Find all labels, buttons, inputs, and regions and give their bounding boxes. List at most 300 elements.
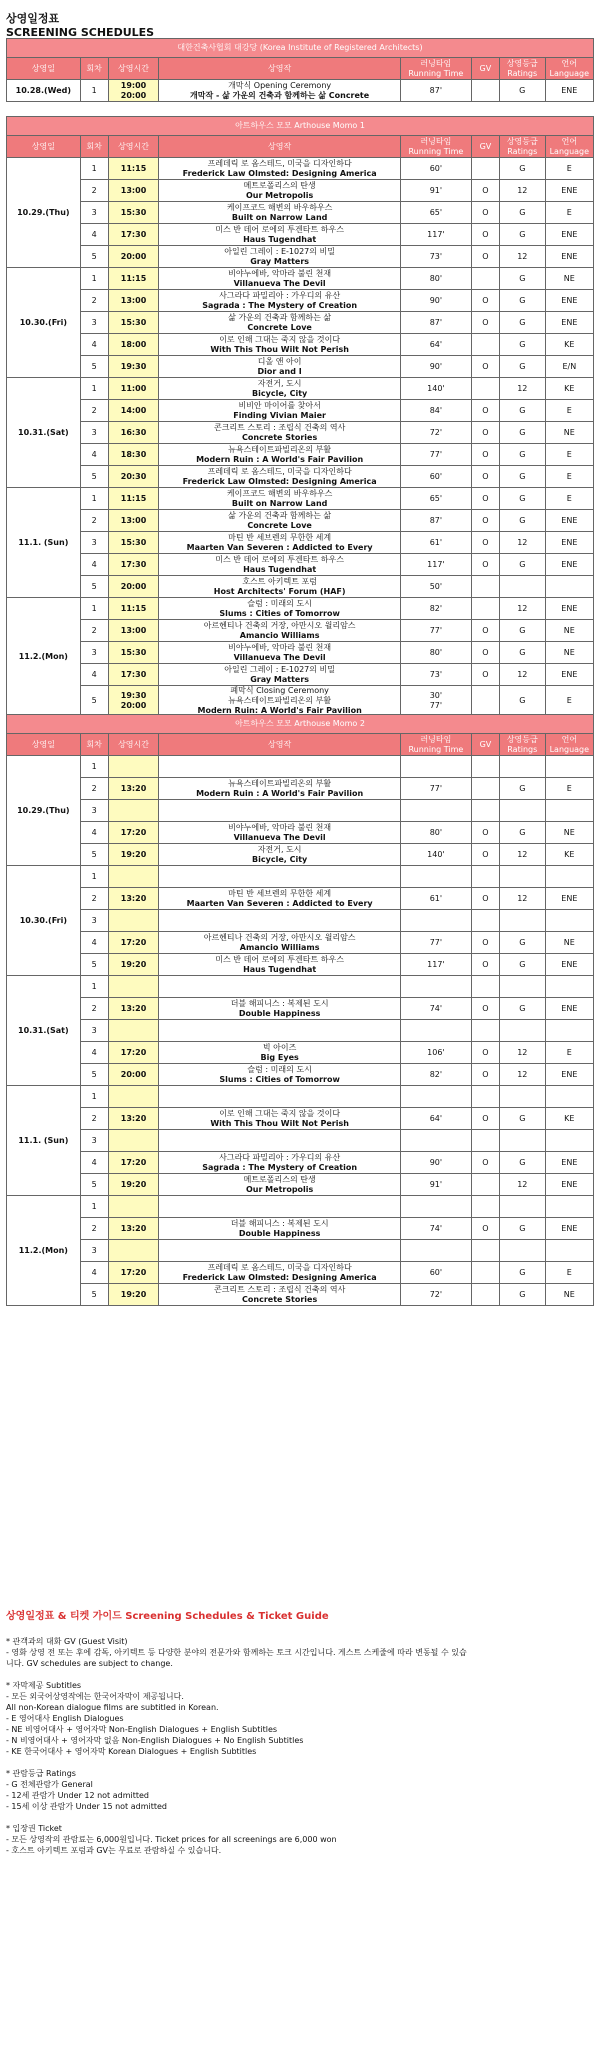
language: NE bbox=[545, 1284, 593, 1306]
rating: G bbox=[499, 290, 545, 312]
page-title-korean: 상영일정표 bbox=[6, 12, 60, 25]
language bbox=[545, 866, 593, 888]
time-value: 20:00 bbox=[120, 1069, 147, 1079]
running-time-value: 61' bbox=[429, 537, 443, 547]
venue-name: 아트하우스 모모 Arthouse Momo 1 bbox=[7, 117, 594, 136]
gv-marker: O bbox=[471, 1064, 499, 1086]
column-header bbox=[545, 734, 593, 756]
session-number: 1 bbox=[80, 598, 108, 620]
session-number: 4 bbox=[80, 822, 108, 844]
language: ENE bbox=[545, 246, 593, 268]
film-title bbox=[159, 334, 400, 356]
table-row bbox=[7, 664, 594, 686]
time-value: 20:00 bbox=[120, 701, 147, 710]
screening-date: 11.2.(Mon) bbox=[7, 1196, 81, 1306]
column-header-label: 회차 bbox=[86, 63, 102, 73]
column-header bbox=[545, 136, 593, 158]
gv-marker: O bbox=[471, 888, 499, 910]
column-header-label: 언어 bbox=[561, 734, 578, 744]
session-number: 5 bbox=[80, 1064, 108, 1086]
column-header bbox=[400, 136, 471, 158]
session-number: 2 bbox=[80, 400, 108, 422]
running-time-value: 87' bbox=[429, 85, 443, 95]
table-row bbox=[7, 1064, 594, 1086]
language: NE bbox=[545, 422, 593, 444]
column-header bbox=[400, 58, 471, 80]
running-time-value: 82' bbox=[429, 603, 443, 613]
film-title-korean: 호스트 아키텍트 포럼 bbox=[242, 576, 317, 586]
gv-marker bbox=[471, 1174, 499, 1196]
session-number: 4 bbox=[80, 1152, 108, 1174]
film-title bbox=[159, 756, 400, 778]
gv-marker: O bbox=[471, 620, 499, 642]
screening-time bbox=[108, 1196, 159, 1218]
gv-marker bbox=[471, 910, 499, 932]
session-number: 3 bbox=[80, 312, 108, 334]
film-title-english: Our Metropolis bbox=[245, 190, 314, 200]
guide-gap bbox=[6, 1757, 594, 1768]
language: ENE bbox=[545, 80, 593, 102]
screening-time bbox=[108, 954, 159, 976]
schedule-table bbox=[6, 116, 594, 717]
gv-marker: O bbox=[471, 224, 499, 246]
gv-marker bbox=[471, 1020, 499, 1042]
time-value: 17:30 bbox=[120, 669, 147, 679]
language: NE bbox=[545, 822, 593, 844]
running-time bbox=[400, 510, 471, 532]
film-title-english: Built on Narrow Land bbox=[231, 498, 328, 508]
film-title bbox=[159, 932, 400, 954]
gv-marker: O bbox=[471, 290, 499, 312]
guide-gap bbox=[6, 1669, 594, 1680]
table-row bbox=[7, 1152, 594, 1174]
session-number: 4 bbox=[80, 1042, 108, 1064]
column-header bbox=[159, 734, 400, 756]
screening-time bbox=[108, 1130, 159, 1152]
film-title-english: Villanueva The Devil bbox=[233, 652, 326, 662]
session-number: 1 bbox=[80, 158, 108, 180]
column-header-label: 상영시간 bbox=[118, 63, 149, 73]
film-title-korean: 슬럼 : 미래의 도시 bbox=[247, 598, 312, 608]
language: E bbox=[545, 488, 593, 510]
session-number: 5 bbox=[80, 246, 108, 268]
running-time-value: 60' bbox=[429, 471, 443, 481]
running-time bbox=[400, 80, 471, 102]
session-number: 3 bbox=[80, 532, 108, 554]
session-number: 1 bbox=[80, 80, 108, 102]
running-time-value: 140' bbox=[427, 383, 445, 393]
film-title bbox=[159, 1240, 400, 1262]
gv-marker bbox=[471, 686, 499, 717]
screening-time bbox=[108, 1020, 159, 1042]
table-row bbox=[7, 998, 594, 1020]
running-time bbox=[400, 1152, 471, 1174]
column-header-label: GV bbox=[479, 141, 492, 151]
screening-time bbox=[108, 800, 159, 822]
film-title-english: Villanueva The Devil bbox=[233, 832, 326, 842]
column-header-label: 상영일 bbox=[31, 739, 55, 749]
running-time bbox=[400, 180, 471, 202]
film-title-english: Built on Narrow Land bbox=[231, 212, 328, 222]
table-row bbox=[7, 910, 594, 932]
rating: G bbox=[499, 510, 545, 532]
film-title-english: Dior and I bbox=[257, 366, 302, 376]
guide-line: - 모든 외국어상영작에는 한국어자막이 제공됩니다. bbox=[6, 1692, 184, 1701]
table-row bbox=[7, 976, 594, 998]
film-title-korean: 아르헨티나 건축의 거장, 아만시오 윌리암스 bbox=[203, 932, 356, 942]
screening-time bbox=[108, 466, 159, 488]
screening-time bbox=[108, 778, 159, 800]
column-header-label: 언어 bbox=[561, 136, 578, 146]
language: ENE bbox=[545, 224, 593, 246]
table-row bbox=[7, 932, 594, 954]
session-number: 2 bbox=[80, 510, 108, 532]
film-title-english: Haus Tugendhat bbox=[243, 964, 317, 974]
session-number: 1 bbox=[80, 378, 108, 400]
rating bbox=[499, 866, 545, 888]
gv-marker: O bbox=[471, 422, 499, 444]
session-number: 4 bbox=[80, 664, 108, 686]
rating bbox=[499, 1196, 545, 1218]
table-row bbox=[7, 1284, 594, 1306]
screening-date: 10.29.(Thu) bbox=[7, 756, 81, 866]
rating: G bbox=[499, 822, 545, 844]
time-value: 20:00 bbox=[120, 581, 147, 591]
running-time bbox=[400, 598, 471, 620]
table-row bbox=[7, 800, 594, 822]
film-title bbox=[159, 888, 400, 910]
gv-marker bbox=[471, 1284, 499, 1306]
column-header bbox=[471, 58, 499, 80]
rating: 12 bbox=[499, 1064, 545, 1086]
column-header-label: Running Time bbox=[408, 68, 464, 78]
language: ENE bbox=[545, 888, 593, 910]
screening-time bbox=[108, 1042, 159, 1064]
language: ENE bbox=[545, 312, 593, 334]
running-time-value: 87' bbox=[429, 515, 443, 525]
rating bbox=[499, 1086, 545, 1108]
language: E bbox=[545, 778, 593, 800]
language: NE bbox=[545, 642, 593, 664]
film-title bbox=[159, 466, 400, 488]
rating: 12 bbox=[499, 664, 545, 686]
running-time bbox=[400, 466, 471, 488]
film-title bbox=[159, 998, 400, 1020]
gv-marker: O bbox=[471, 180, 499, 202]
screening-time bbox=[108, 400, 159, 422]
table-row bbox=[7, 466, 594, 488]
column-header-label: Language bbox=[549, 146, 590, 156]
rating bbox=[499, 1240, 545, 1262]
table-row bbox=[7, 1086, 594, 1108]
time-value: 19:30 bbox=[120, 691, 147, 700]
ticket-guide bbox=[6, 1610, 594, 1856]
session-number: 2 bbox=[80, 620, 108, 642]
screening-date: 10.31.(Sat) bbox=[7, 378, 81, 488]
film-title-english: Amancio Williams bbox=[239, 630, 320, 640]
film-title bbox=[159, 554, 400, 576]
film-title bbox=[159, 312, 400, 334]
rating: G bbox=[499, 312, 545, 334]
rating: G bbox=[499, 444, 545, 466]
time-value: 20:30 bbox=[120, 471, 147, 481]
running-time bbox=[400, 1196, 471, 1218]
language bbox=[545, 1086, 593, 1108]
table-row bbox=[7, 80, 594, 102]
film-title bbox=[159, 1086, 400, 1108]
film-title-korean: 비야누에바, 악마라 불린 천재 bbox=[228, 268, 332, 278]
rating: G bbox=[499, 1108, 545, 1130]
running-time-value: 60' bbox=[429, 1267, 443, 1277]
screening-time bbox=[108, 224, 159, 246]
screening-date: 11.1. (Sun) bbox=[7, 1086, 81, 1196]
table-row bbox=[7, 180, 594, 202]
table-row bbox=[7, 1130, 594, 1152]
film-title-english: Big Eyes bbox=[260, 1052, 299, 1062]
session-number: 3 bbox=[80, 202, 108, 224]
column-header-label: 상영등급 bbox=[506, 58, 538, 68]
gv-marker bbox=[471, 756, 499, 778]
language: ENE bbox=[545, 998, 593, 1020]
column-header bbox=[7, 734, 81, 756]
rating: G bbox=[499, 334, 545, 356]
table-row bbox=[7, 756, 594, 778]
screening-time bbox=[108, 1218, 159, 1240]
running-time bbox=[400, 532, 471, 554]
time-value: 19:00 bbox=[120, 80, 147, 90]
table-row bbox=[7, 1174, 594, 1196]
rating: G bbox=[499, 466, 545, 488]
film-title-korean: 아일린 그레이 : E-1027의 비밀 bbox=[224, 246, 335, 256]
film-title bbox=[159, 954, 400, 976]
film-title-english: Host Architects' Forum (HAF) bbox=[213, 586, 346, 596]
film-title bbox=[159, 1020, 400, 1042]
running-time-value: 84' bbox=[429, 405, 443, 415]
language: NE bbox=[545, 268, 593, 290]
running-time-value: 77' bbox=[429, 783, 443, 793]
time-value: 13:20 bbox=[120, 893, 147, 903]
time-value: 16:30 bbox=[120, 427, 147, 437]
running-time-value: 117' bbox=[427, 959, 445, 969]
film-title-english: Gray Matters bbox=[250, 256, 310, 266]
language bbox=[545, 576, 593, 598]
film-title bbox=[159, 620, 400, 642]
time-value: 15:30 bbox=[120, 207, 147, 217]
time-value: 15:30 bbox=[120, 647, 147, 657]
rating: G bbox=[499, 422, 545, 444]
page-header bbox=[6, 12, 154, 40]
screening-time bbox=[108, 1174, 159, 1196]
running-time bbox=[400, 844, 471, 866]
running-time bbox=[400, 1218, 471, 1240]
running-time bbox=[400, 778, 471, 800]
table-row bbox=[7, 290, 594, 312]
gv-marker: O bbox=[471, 554, 499, 576]
screening-time bbox=[108, 844, 159, 866]
column-header bbox=[499, 136, 545, 158]
running-time-value: 117' bbox=[427, 229, 445, 239]
table-row bbox=[7, 1240, 594, 1262]
film-title-english: Frederick Law Olmsted: Designing America bbox=[182, 168, 377, 178]
screening-time bbox=[108, 1152, 159, 1174]
rating: G bbox=[499, 1218, 545, 1240]
column-header-label: 상영작 bbox=[268, 63, 292, 73]
gv-marker bbox=[471, 800, 499, 822]
running-time-value: 80' bbox=[429, 273, 443, 283]
rating: G bbox=[499, 998, 545, 1020]
table-row bbox=[7, 400, 594, 422]
session-number: 3 bbox=[80, 422, 108, 444]
time-value: 13:20 bbox=[120, 1113, 147, 1123]
table-row bbox=[7, 1042, 594, 1064]
rating: G bbox=[499, 202, 545, 224]
language bbox=[545, 976, 593, 998]
running-time bbox=[400, 290, 471, 312]
gv-marker: O bbox=[471, 532, 499, 554]
session-number: 4 bbox=[80, 334, 108, 356]
running-time bbox=[400, 664, 471, 686]
running-time-value: 73' bbox=[429, 669, 443, 679]
table-row bbox=[7, 312, 594, 334]
film-title-english: Haus Tugendhat bbox=[243, 564, 317, 574]
running-time bbox=[400, 1240, 471, 1262]
running-time-value: 77' bbox=[429, 449, 443, 459]
table-row bbox=[7, 444, 594, 466]
column-header-label: 상영시간 bbox=[118, 141, 149, 151]
guide-body bbox=[6, 1636, 594, 1856]
running-time bbox=[400, 312, 471, 334]
rating: 12 bbox=[499, 378, 545, 400]
column-header-label: 상영일 bbox=[31, 141, 55, 151]
film-title-english: Double Happiness bbox=[238, 1008, 321, 1018]
table-row bbox=[7, 844, 594, 866]
venue-table-kira bbox=[6, 38, 594, 102]
rating: G bbox=[499, 488, 545, 510]
running-time-value: 90' bbox=[429, 1157, 443, 1167]
language: ENE bbox=[545, 532, 593, 554]
language bbox=[545, 910, 593, 932]
gv-marker bbox=[471, 976, 499, 998]
column-header-label: 러닝타임 bbox=[420, 136, 452, 146]
running-time-value: 30' bbox=[429, 691, 443, 700]
running-time bbox=[400, 932, 471, 954]
session-number: 1 bbox=[80, 756, 108, 778]
rating: G bbox=[499, 932, 545, 954]
table-row bbox=[7, 356, 594, 378]
time-value: 17:30 bbox=[120, 229, 147, 239]
guide-line: - 15세 이상 관람가 Under 15 not admitted bbox=[6, 1802, 168, 1811]
running-time bbox=[400, 246, 471, 268]
column-header bbox=[471, 734, 499, 756]
screening-time bbox=[108, 976, 159, 998]
time-value: 19:20 bbox=[120, 1179, 147, 1189]
running-time bbox=[400, 378, 471, 400]
session-number: 4 bbox=[80, 444, 108, 466]
language: E bbox=[545, 466, 593, 488]
screening-date: 10.31.(Sat) bbox=[7, 976, 81, 1086]
table-row bbox=[7, 1020, 594, 1042]
time-value: 15:30 bbox=[120, 537, 147, 547]
film-title bbox=[159, 1284, 400, 1306]
language bbox=[545, 1020, 593, 1042]
gv-marker bbox=[471, 598, 499, 620]
column-header bbox=[108, 734, 159, 756]
running-time-value: 61' bbox=[429, 893, 443, 903]
venue-name: 대한건축사협회 대강당 (Korea Institute of Registered Architects) bbox=[7, 39, 594, 58]
running-time-value: 74' bbox=[429, 1223, 443, 1233]
rating: G bbox=[499, 400, 545, 422]
film-title bbox=[159, 844, 400, 866]
column-header-label: 상영작 bbox=[268, 141, 292, 151]
film-title-english: With This Thou Wilt Not Perish bbox=[210, 344, 349, 354]
film-title bbox=[159, 488, 400, 510]
guide-line: * 관람등급 Ratings bbox=[6, 1769, 76, 1778]
running-time bbox=[400, 576, 471, 598]
screening-time bbox=[108, 378, 159, 400]
film-title-english: Finding Vivian Maier bbox=[233, 410, 326, 420]
time-value: 13:20 bbox=[120, 1223, 147, 1233]
time-value: 19:30 bbox=[120, 361, 147, 371]
column-header-label: 상영등급 bbox=[506, 136, 538, 146]
film-title-korean: 삶 가운의 건축과 함께하는 삶 bbox=[228, 312, 332, 322]
film-title-korean: 더블 해피니스 : 복제된 도시 bbox=[230, 998, 329, 1008]
rating: G bbox=[499, 1284, 545, 1306]
film-title bbox=[159, 1108, 400, 1130]
film-title-korean: 프레데릭 로 옴스테드, 미국을 디자인하다 bbox=[207, 466, 352, 476]
film-title bbox=[159, 356, 400, 378]
film-title bbox=[159, 510, 400, 532]
screening-time bbox=[108, 888, 159, 910]
language bbox=[545, 800, 593, 822]
time-value: 17:20 bbox=[120, 1157, 147, 1167]
rating: 12 bbox=[499, 844, 545, 866]
film-title bbox=[159, 1152, 400, 1174]
language: ENE bbox=[545, 1064, 593, 1086]
table-row bbox=[7, 532, 594, 554]
time-value: 20:00 bbox=[120, 251, 147, 261]
guide-line: All non-Korean dialogue films are subtitled in Korean. bbox=[6, 1703, 219, 1712]
language: ENE bbox=[545, 290, 593, 312]
screening-time bbox=[108, 932, 159, 954]
film-title-english: Modern Ruin : A World's Fair Pavilion bbox=[196, 788, 364, 798]
gv-marker bbox=[471, 378, 499, 400]
time-value: 19:20 bbox=[120, 1289, 147, 1299]
gv-marker: O bbox=[471, 444, 499, 466]
film-title-english: Concrete Stories bbox=[242, 432, 318, 442]
session-number: 2 bbox=[80, 1218, 108, 1240]
table-row bbox=[7, 268, 594, 290]
venue-table-momo2 bbox=[6, 714, 594, 1306]
screening-time bbox=[108, 290, 159, 312]
session-number: 1 bbox=[80, 1086, 108, 1108]
language: E/N bbox=[545, 356, 593, 378]
venue-name: 아트하우스 모모 Arthouse Momo 2 bbox=[7, 715, 594, 734]
gv-marker bbox=[471, 1130, 499, 1152]
guide-line: * 입장권 Ticket bbox=[6, 1824, 62, 1833]
table-row bbox=[7, 620, 594, 642]
column-header bbox=[80, 58, 108, 80]
film-title-english: Maarten Van Severen : Addicted to Every bbox=[186, 542, 373, 552]
film-title-korean: 콘크리트 스토리 : 조립식 건축의 역사 bbox=[213, 422, 346, 432]
running-time bbox=[400, 910, 471, 932]
running-time bbox=[400, 224, 471, 246]
running-time bbox=[400, 202, 471, 224]
running-time bbox=[400, 334, 471, 356]
screening-time bbox=[108, 202, 159, 224]
guide-line: * 관객과의 대화 GV (Guest Visit) bbox=[6, 1637, 128, 1646]
rating bbox=[499, 800, 545, 822]
language: ENE bbox=[545, 180, 593, 202]
